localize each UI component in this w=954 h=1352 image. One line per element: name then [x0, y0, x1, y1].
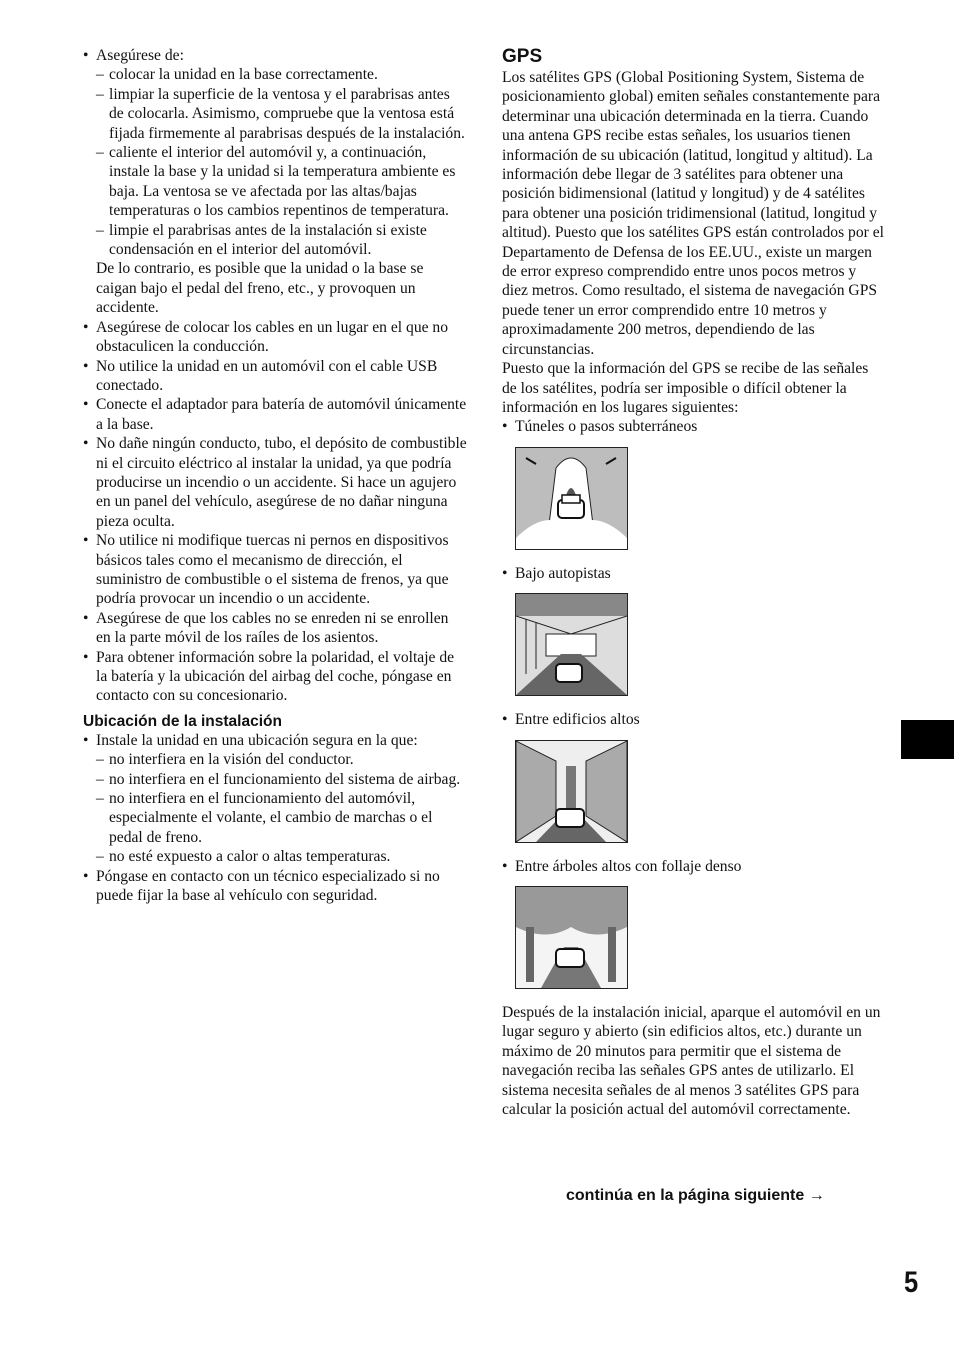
gps-heading: GPS	[502, 46, 543, 67]
list-item: • Bajo autopistas	[502, 564, 884, 583]
paragraph: De lo contrario, es posible que la unidad o la base se caigan bajo el pedal del freno, etc., y provoquen un accidente.	[96, 260, 424, 317]
section-tab	[901, 720, 954, 759]
right-column	[502, 46, 884, 1119]
page-number: 5	[904, 1266, 919, 1299]
list-item: • Para obtener información sobre la polaridad, el voltaje de la batería y la ubicación del airbag del coche, póngase en contacto con su concesionario.	[83, 648, 467, 706]
continue-text: continúa en la página siguiente	[566, 1187, 805, 1204]
tall-buildings-illustration	[515, 740, 628, 843]
continue-note	[566, 1187, 825, 1205]
list-item: • No utilice la unidad en un automóvil con el cable USB conectado.	[83, 357, 467, 396]
list-item: • No dañe ningún conducto, tubo, el depósito de combustible ni el circuito eléctrico al instalar la unidad, ya que podría producirse un incendio o un accidente. Si hace un agujero en un panel del vehículo, asegúrese de no dañar ninguna pieza oculta.	[83, 434, 467, 531]
list-item: • Entre árboles altos con follaje denso	[502, 857, 884, 876]
list-subitem: – no esté expuesto a calor o altas temperaturas.	[83, 847, 467, 866]
section-heading: Ubicación de la instalación	[83, 712, 282, 730]
list-item: • Conecte el adaptador para batería de automóvil únicamente a la base.	[83, 395, 467, 434]
list-item: • Túneles o pasos subterráneos	[502, 417, 884, 436]
list-item: • Asegúrese de colocar los cables en un lugar en el que no obstaculicen la conducción.	[83, 318, 467, 357]
list-subitem: – limpiar la superficie de la ventosa y el parabrisas antes de colocarla. Asimismo, compruebe que la ventosa está fijada firmemente al parabrisas después de la instalación.	[83, 85, 467, 143]
tunnel-illustration	[515, 447, 628, 550]
list-subitem: – no interfiera en el funcionamiento del sistema de airbag.	[83, 770, 467, 789]
list-subitem: – caliente el interior del automóvil y, a continuación, instale la base y la unidad si la temperatura ambiente es baja. La ventosa se ve afectada por las altas/bajas temperaturas o los cambios repentinos de temperatura.	[83, 143, 467, 221]
list-subitem: – no interfiera en la visión del conductor.	[83, 750, 467, 769]
list-subitem: – limpie el parabrisas antes de la instalación si existe condensación en el interior del automóvil.	[83, 221, 467, 260]
list-item: • No utilice ni modifique tuercas ni pernos en dispositivos básicos tales como el mecanismo de dirección, el suministro de combustible o el sistema de frenos, ya que podría provocar un incendio o un accidente.	[83, 531, 467, 609]
left-column	[83, 46, 467, 905]
paragraph: Los satélites GPS (Global Positioning System, Sistema de posicionamiento global) emiten señales constantemente para determinar una ubicación determinada en la tierra. Cuando una antena GPS recibe estas señales, los usuarios tienen información de su ubicación (latitud, longitud y altitud). La información debe llegar de 3 satélites para obtener una posición bidimensional (latitud y longitud) y de 4 satélites para obtener una posición tridimensional (latitud, longitud y altitud). Puesto que los satélites GPS están controlados por el Departamento de Defensa de los EE.UU., existe un margen de error expreso comprendido entre unos pocos metros y diez metros. Como resultado, el sistema de navegación GPS puede tener un error comprendido entre 10 metros y aproximadamente 200 metros, dependiendo de las circunstancias.	[502, 69, 884, 358]
list-item: • Entre edificios altos	[502, 710, 884, 729]
arrow-right-icon: →	[808, 1187, 825, 1204]
paragraph: Después de la instalación inicial, aparque el automóvil en un lugar seguro y abierto (sin edificios altos, etc.) durante un máximo de 20 minutos para permitir que el sistema de navegación reciba las señales GPS antes de utilizarlo. El sistema necesita señales de al menos 3 satélites GPS para calcular la posición actual del automóvil correctamente.	[502, 1003, 881, 1118]
list-item: • Póngase en contacto con un técnico especializado si no puede fijar la base al vehículo con seguridad.	[83, 867, 467, 906]
list-item: • Asegúrese de que los cables no se enreden ni se enrollen en la parte móvil de los raíles de los asientos.	[83, 609, 467, 648]
paragraph: Puesto que la información del GPS se recibe de las señales de los satélites, podría ser imposible o difícil obtener la información en los lugares siguientes:	[502, 360, 869, 416]
list-item: • Asegúrese de:	[83, 46, 467, 65]
list-subitem: – colocar la unidad en la base correctamente.	[83, 65, 467, 84]
under-highway-illustration	[515, 593, 628, 696]
list-subitem: – no interfiera en el funcionamiento del automóvil, especialmente el volante, el cambio de marchas o el pedal de freno.	[83, 789, 467, 847]
dense-trees-illustration	[515, 886, 628, 989]
list-item: • Instale la unidad en una ubicación segura en la que:	[83, 731, 467, 750]
